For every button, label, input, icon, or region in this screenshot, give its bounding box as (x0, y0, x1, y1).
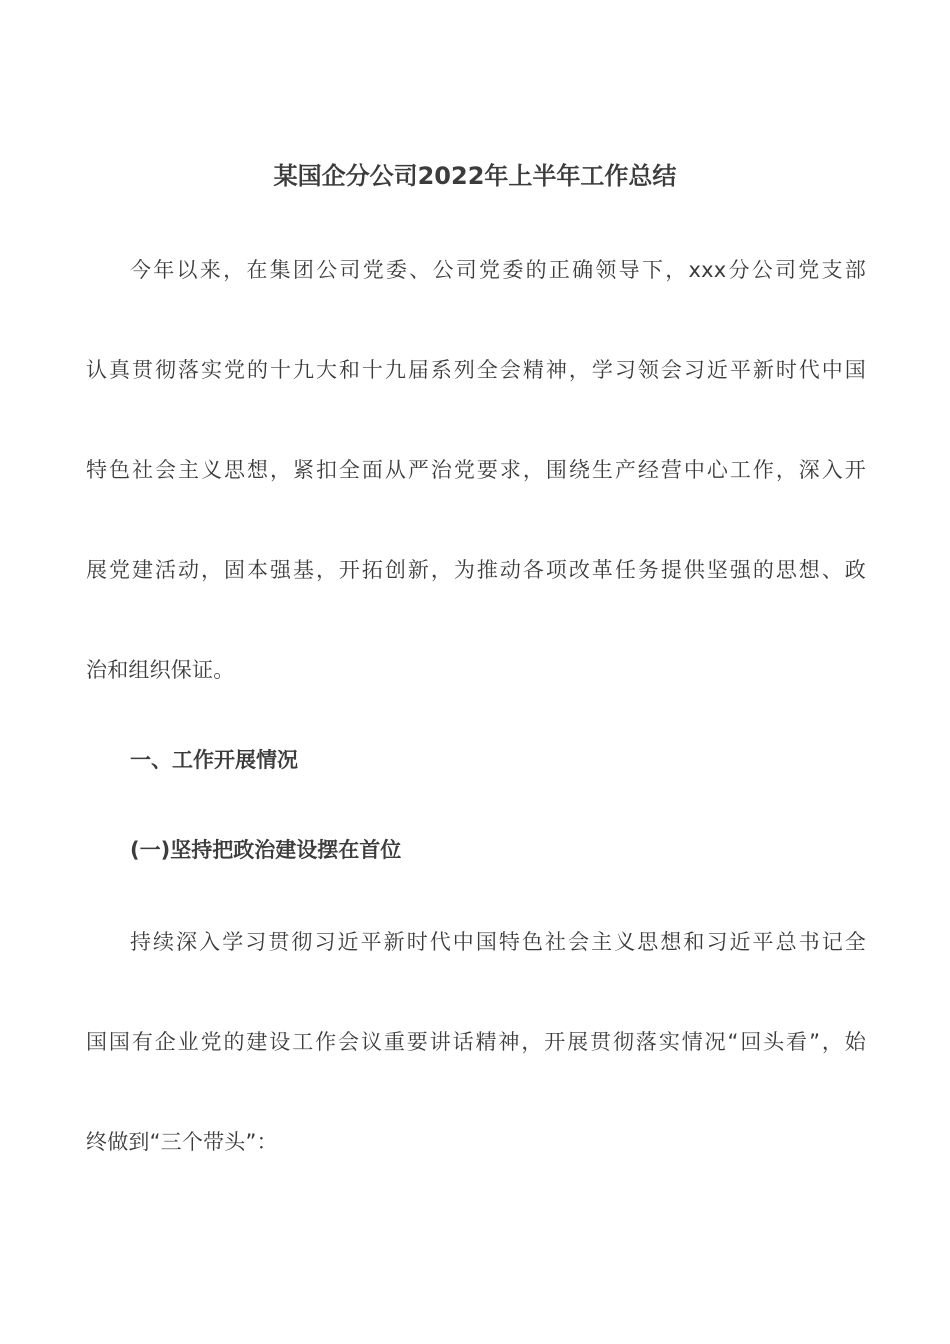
paragraph-line: 今年以来，在集团公司党委、公司党委的正确领导下，xxx分公司党支部 (130, 258, 866, 282)
document-title: 某国企分公司2022年上半年工作总结 (273, 162, 677, 190)
subsection-heading: (一)坚持把政治建设摆在首位 (130, 838, 402, 862)
paragraph-line: 国国有企业党的建设工作会议重要讲话精神，开展贯彻落实情况“回头看”，始 (86, 1030, 866, 1054)
paragraph-line: 认真贯彻落实党的十九大和十九届系列全会精神，学习领会习近平新时代中国 (86, 358, 866, 382)
paragraph-line: 持续深入学习贯彻习近平新时代中国特色社会主义思想和习近平总书记全 (130, 930, 866, 954)
section-heading: 一、工作开展情况 (130, 748, 298, 772)
paragraph-line: 终做到“三个带头”： (86, 1130, 278, 1154)
paragraph-line: 展党建活动，固本强基，开拓创新，为推动各项改革任务提供坚强的思想、政 (86, 558, 866, 582)
paragraph-line: 治和组织保证。 (86, 658, 235, 682)
paragraph-line: 特色社会主义思想，紧扣全面从严治党要求，围绕生产经营中心工作，深入开 (86, 458, 866, 482)
